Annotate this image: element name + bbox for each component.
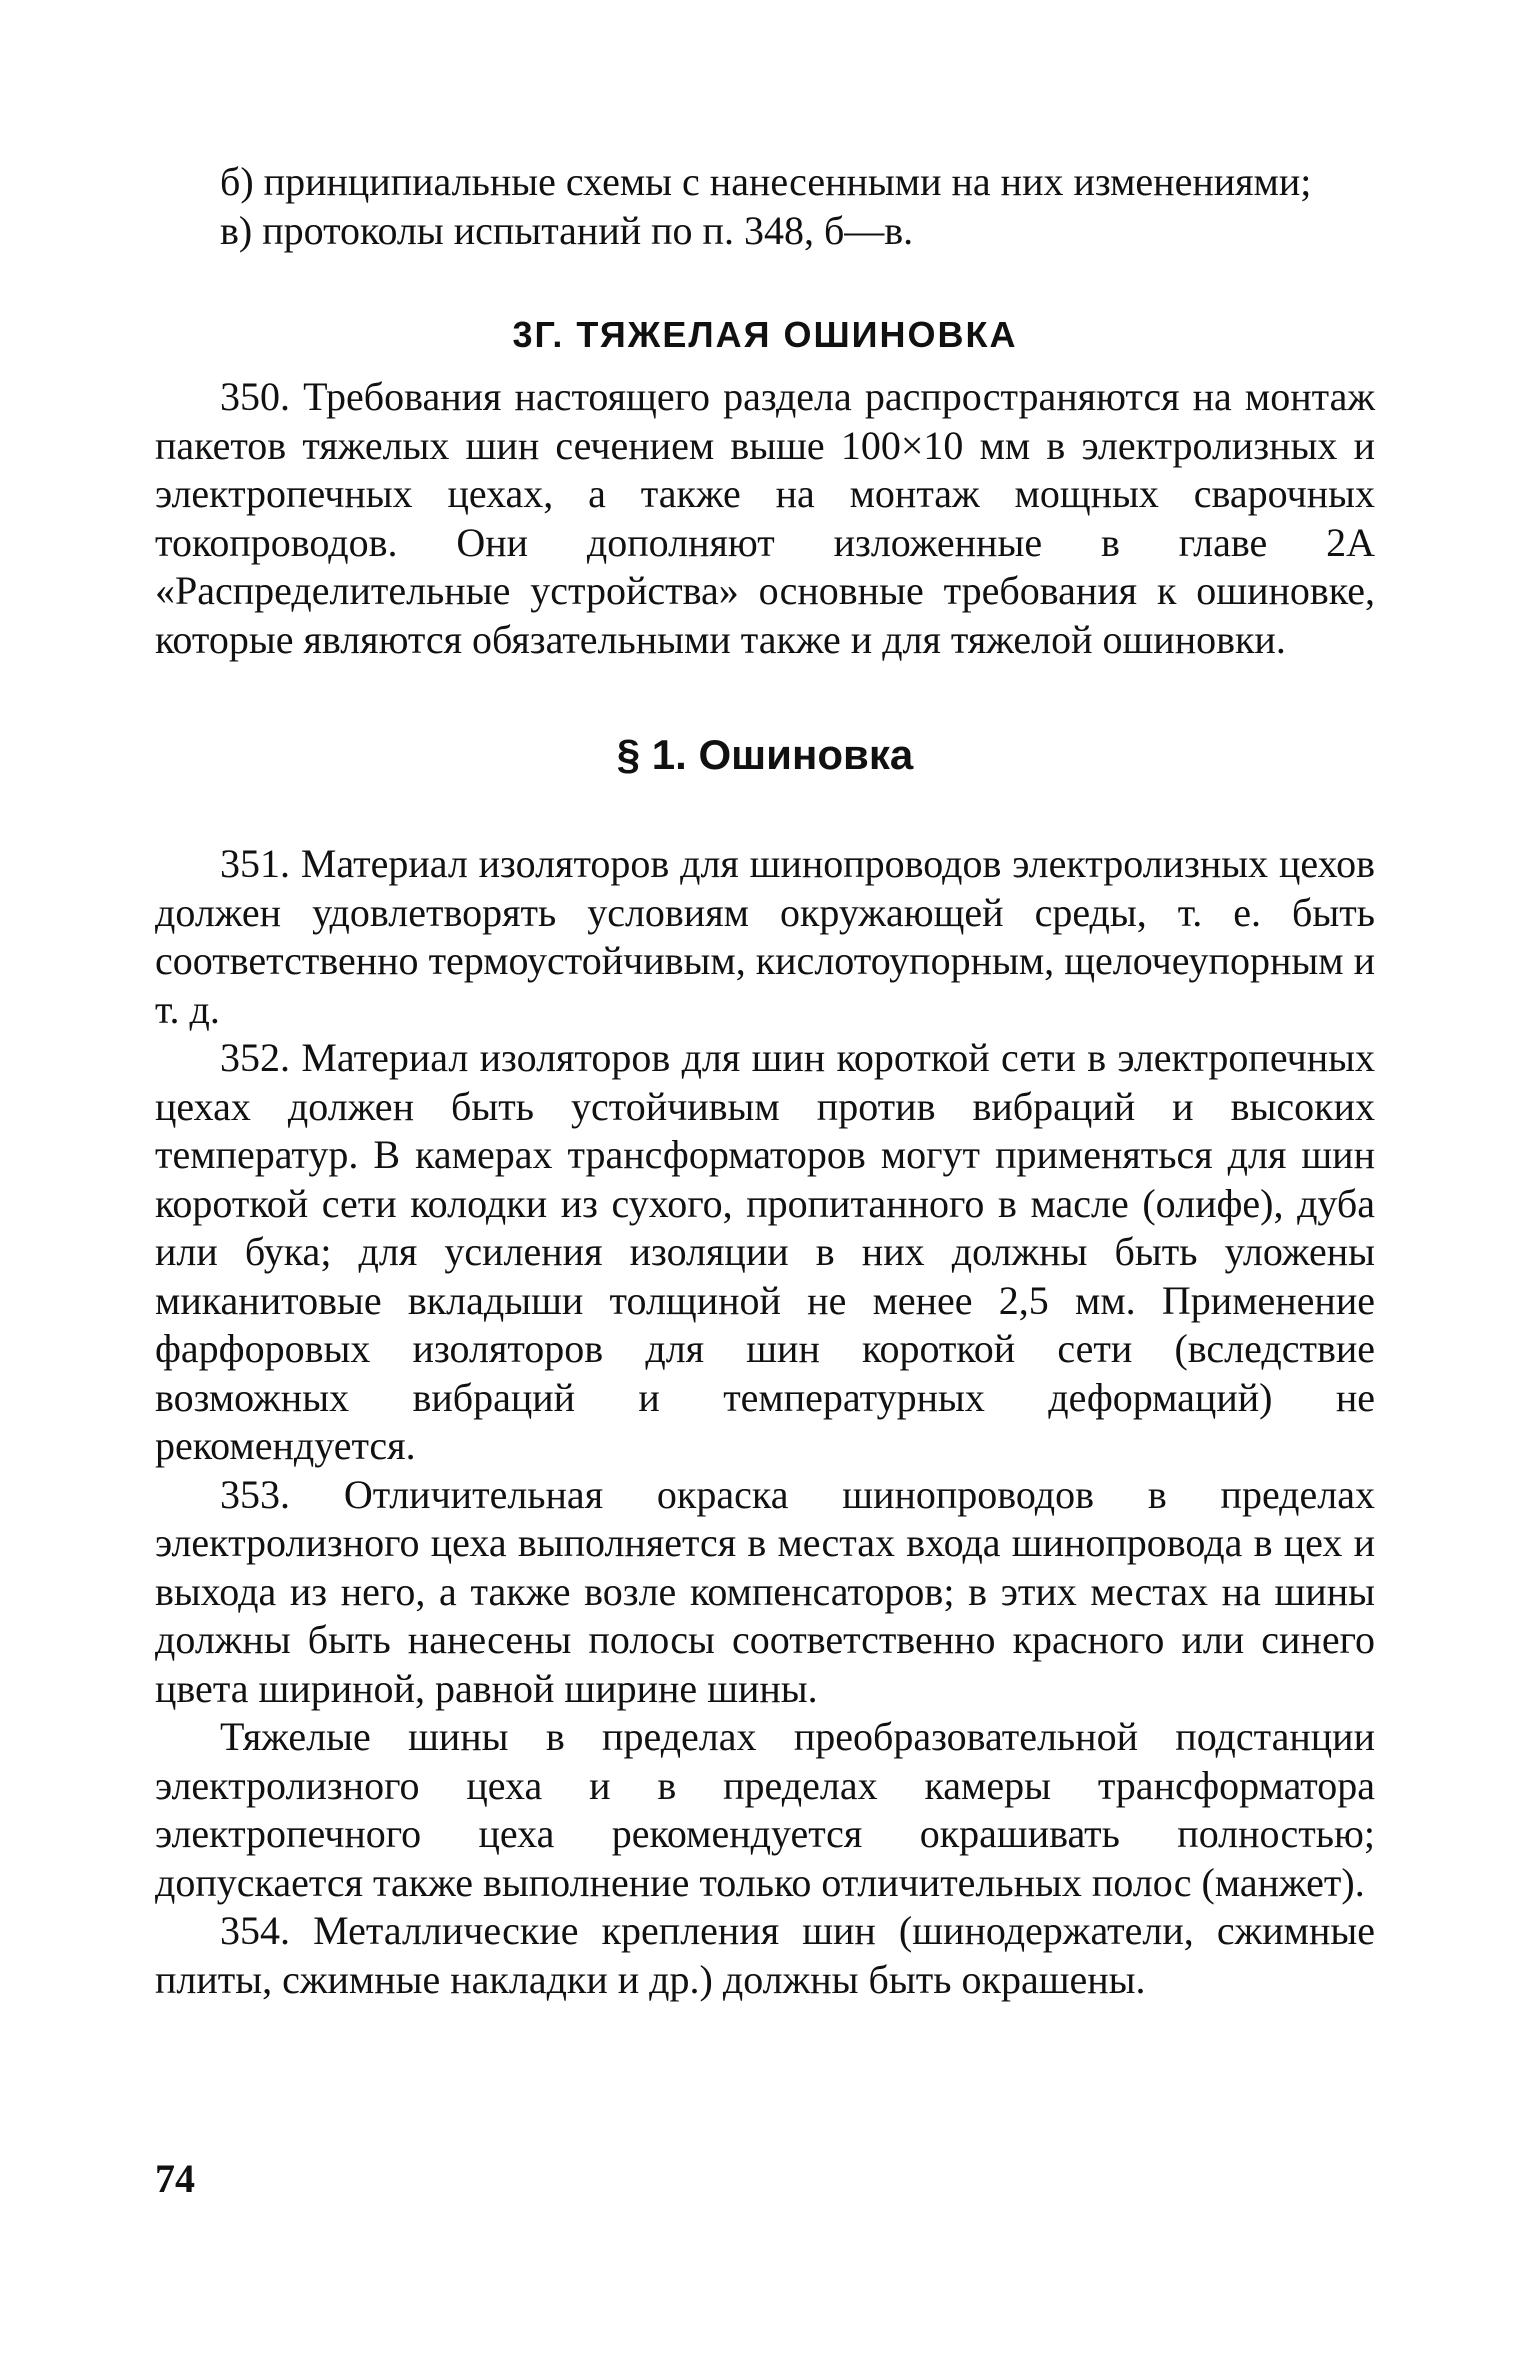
paragraph-353: 353. Отличительная окраска шинопроводов в пределах электролизного цеха выполняется в местах входа шинопровода в цех и выхода из него, а также возле компенсаторов; в этих местах на шины должны быть нанесены полосы соответственно красного или синего цвета шириной, равной ширине шины. [155,1471,1375,1711]
subsection-heading: § 1. Ошиновка [616,731,914,778]
paragraph-350: 350. Требования настоящего раздела распространяются на монтаж пакетов тяжелых шин сечением выше 100×10 мм в электролизных и электропечных цехах, а также на монтаж мощных сварочных токопроводов. Они дополняют изложенные в главе 2А «Распределительные устройства» основные требования к ошиновке, которые являются обязательными также и для тяжелой ошиновки. [155,374,1375,662]
page-number: 74 [155,2156,195,2201]
paragraph-354: 354. Металлические крепления шин (шинодержатели, сжимные плиты, сжимные накладки и др.) должны быть окрашены. [155,1908,1375,2002]
paragraph-353-continued: Тяжелые шины в пределах преобразовательной подстанции электролизного цеха и в пределах камеры трансформатора электропечного цеха рекомендуется окрашивать полностью; допускается также выполнение только отличительных полос (манжет). [155,1714,1375,1905]
list-item-b: б) принципиальные схемы с нанесенными на них изменениями; [220,159,1312,204]
page-content [155,158,1375,2004]
paragraph-352: 352. Материал изоляторов для шин короткой сети в электропечных цехах должен быть устойчивым против вибраций и высоких температур. В камерах трансформаторов могут применяться для шин короткой сети колодки из сухого, пропитанного в масле (олифе), дуба или бука; для усиления изоляции в них должны быть уложены миканитовые вкладыши толщиной не менее 2,5 мм. Применение фарфоровых изоляторов для шин короткой сети (вследствие возможных вибраций и температурных деформаций) не рекомендуется. [155,1035,1375,1468]
section-heading: 3Г. ТЯЖЕЛАЯ ОШИНОВКА [512,314,1018,355]
list-item-v: в) протоколы испытаний по п. 348, б—в. [220,207,914,253]
paragraph-351: 351. Материал изоляторов для шинопроводов электролизных цехов должен удовлетворять условиям окружающей среды, т. е. быть соответственно термоустойчивым, кислотоупорным, щелочеупорным и т. д. [155,841,1375,1032]
